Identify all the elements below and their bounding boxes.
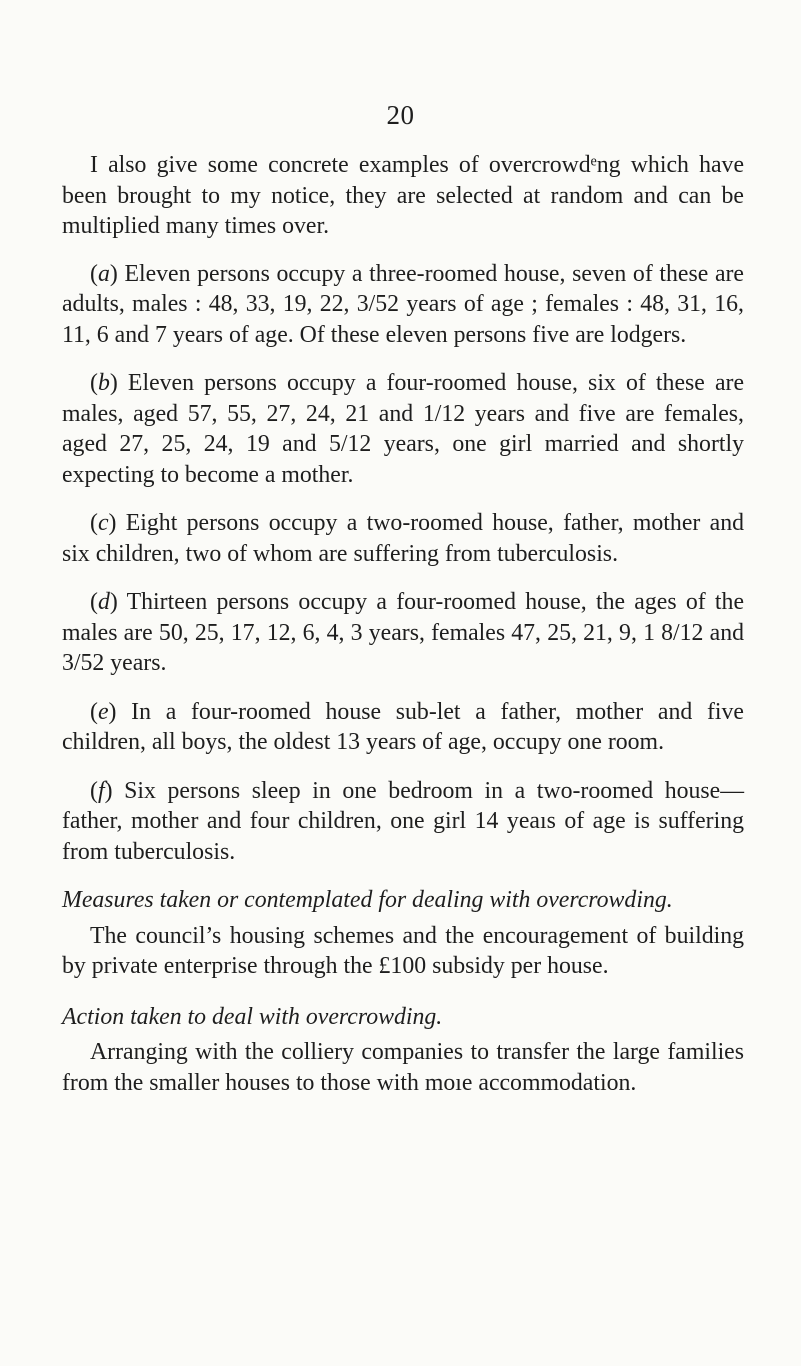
example-text: Six persons sleep in one bedroom in a two-roomed house—father, mother and four children, one girl 14 yeaıs of age is suffering from tuberculosis. [62, 777, 745, 865]
example-label: a [97, 260, 110, 287]
action-heading: Action taken to deal with overcrowding. [62, 1003, 443, 1030]
example-label: d [97, 589, 110, 615]
example-paragraph-d: (d) Thirteen persons occupy a four-roomed house, the ages of the males are 50, 25, 17, 12, 6, 4, 3 years, females 47, 25, 21, 9, 1 8/12 and 3/52 years. [62, 589, 745, 676]
example-text: Eleven persons occupy a four-roomed house, six of these are males, aged 57, 55, 27, 24, 21 and 1/12 years and five are females, aged 27, 25, 24, 19 and 5/12 years, one girl married and shortly expecting to become a mother. [62, 370, 745, 488]
example-text: In a four-roomed house sub-let a father, mother and five children, all boys, the oldest 13 years of age, occupy one room. [62, 698, 744, 755]
action-paragraph: Arranging with the colliery companies to transfer the large families from the smaller houses to those with moıe accommodation. [62, 1039, 744, 1096]
measures-paragraph: The council’s housing schemes and the encouragement of building by private enterprise through the £100 subsidy per house. [62, 922, 744, 979]
example-paragraph-a: (a) Eleven persons occupy a three-roomed house, seven of these are adults, males : 48, 33, 19, 22, 3/52 years of age ; females : 48, 31, 16, 11, 6 and 7 years of age. Of these eleven persons five are lodgers. [62, 260, 744, 348]
intro-paragraph: I also give some concrete examples of overcrowdᵉng which have been brought to my notice, they are selected at random and can be multiplied many times over. [62, 152, 744, 239]
example-paragraph-c: (c) Eight persons occupy a two-roomed house, father, mother and six children, two of whom are suffering from tuberculosis. [62, 510, 744, 567]
measures-heading: Measures taken or contemplated for dealing with overcrowding. [62, 887, 673, 913]
example-paragraph-f: (f) Six persons sleep in one bedroom in a two-roomed house—father, mother and four children, one girl 14 yeaıs of age is suffering from tuberculosis. [62, 777, 745, 865]
example-paragraph-b: (b) Eleven persons occupy a four-roomed house, six of these are males, aged 57, 55, 27, 24, 21 and 1/12 years and five are females, aged 27, 25, 24, 19 and 5/12 years, one girl married and shortly expecting to become a mother. [62, 370, 745, 488]
page-number: 20 [386, 100, 415, 130]
example-label: c [97, 510, 109, 536]
example-paragraph-e: (e) In a four-roomed house sub-let a father, mother and five children, all boys, the oldest 13 years of age, occupy one room. [62, 698, 744, 755]
example-text: Eleven persons occupy a three-roomed house, seven of these are adults, males : 48, 33, 19, 22, 3/52 years of age ; females : 48, 31, 16, 11, 6 and 7 years of age. Of these eleven persons five are lodgers. [62, 260, 744, 348]
example-text: Eight persons occupy a two-roomed house, father, mother and six children, two of whom are suffering from tuberculosis. [62, 510, 744, 567]
example-label: f [97, 777, 105, 804]
body-text [62, 150, 744, 1118]
example-label: b [97, 370, 110, 396]
example-text: Thirteen persons occupy a four-roomed house, the ages of the males are 50, 25, 17, 12, 6, 4, 3 years, females 47, 25, 21, 9, 1 8/12 and 3/52 years. [62, 589, 745, 676]
example-label: e [97, 698, 109, 725]
